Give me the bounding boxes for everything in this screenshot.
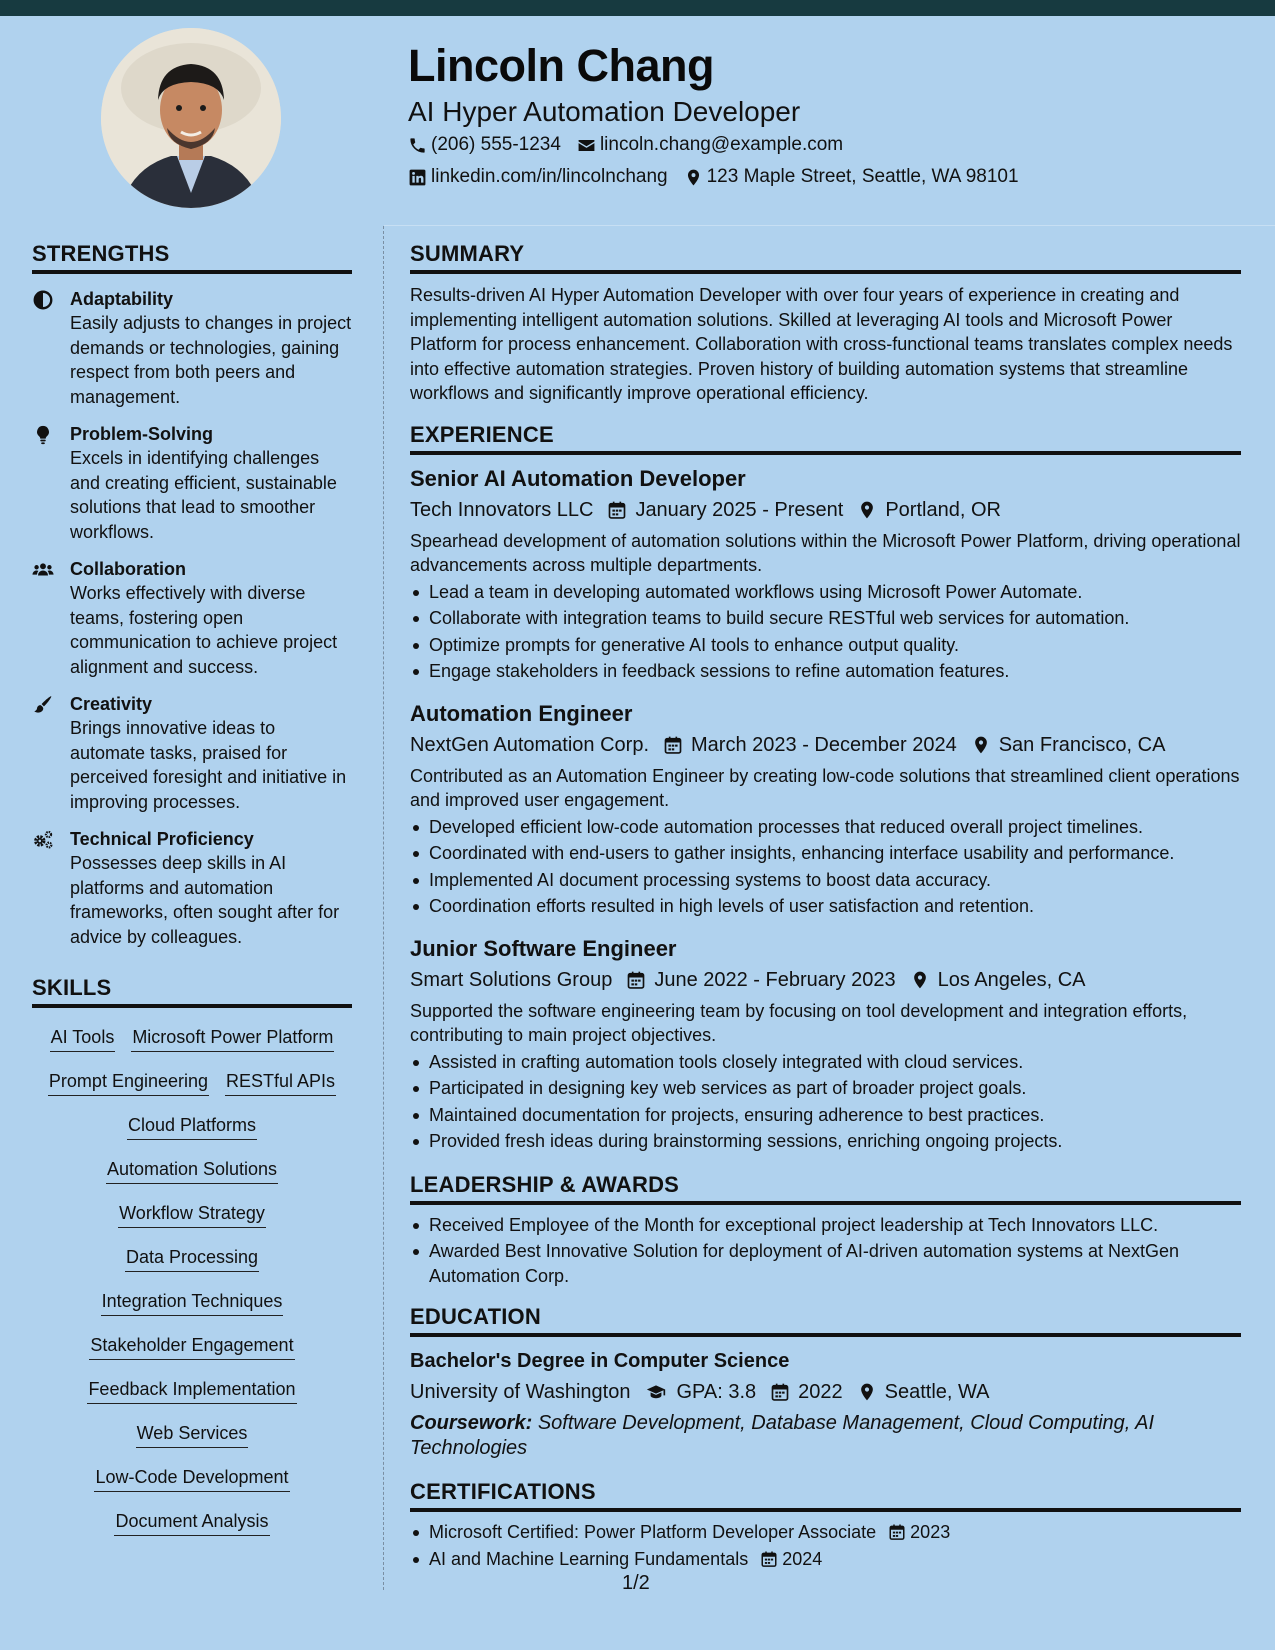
skill-tag: RESTful APIs xyxy=(225,1070,336,1096)
job-entry xyxy=(410,935,1241,1154)
paintbrush-icon xyxy=(32,694,54,716)
calendar-icon xyxy=(607,500,627,520)
strength-title: Technical Proficiency xyxy=(70,829,254,849)
job-bullets xyxy=(410,1050,1241,1154)
skill-row xyxy=(32,1510,352,1536)
job-entry xyxy=(410,465,1241,684)
skill-tag: Prompt Engineering xyxy=(48,1070,209,1096)
certification-year: 2024 xyxy=(782,1548,823,1569)
contact-row-2 xyxy=(408,166,1035,188)
location-pin-icon xyxy=(857,1382,877,1402)
coursework-label: Coursework: xyxy=(410,1412,533,1434)
job-title: Senior AI Automation Developer xyxy=(410,465,746,491)
list-item: Optimize prompts for generative AI tools to enhance output quality. xyxy=(410,633,1241,658)
calendar-icon xyxy=(888,1523,906,1541)
experience-heading: EXPERIENCE xyxy=(410,422,1241,455)
skill-tag: Data Processing xyxy=(125,1246,259,1272)
email-text[interactable]: lincoln.chang@example.com xyxy=(599,134,844,155)
skill-row xyxy=(32,1378,352,1404)
address-text: 123 Maple Street, Seattle, WA 98101 xyxy=(706,166,1019,187)
calendar-icon xyxy=(626,970,646,990)
job-title: Junior Software Engineer xyxy=(410,935,677,961)
coursework-text: Software Development, Database Management, Cloud Computing, AI Technologies xyxy=(410,1412,1155,1459)
skill-row xyxy=(32,1026,352,1052)
avatar xyxy=(101,28,281,208)
job-title: Automation Engineer xyxy=(410,700,633,726)
skills-heading: SKILLS xyxy=(32,975,352,1008)
graduation-cap-icon xyxy=(644,1382,668,1402)
header-divider xyxy=(384,225,1275,226)
skill-tag: AI Tools xyxy=(50,1026,116,1052)
education-meta xyxy=(410,1377,1241,1407)
skill-row xyxy=(32,1290,352,1316)
job-meta xyxy=(410,965,1241,995)
list-item xyxy=(410,1547,1241,1572)
list-item: Lead a team in developing automated workflows using Microsoft Power Automate. xyxy=(410,580,1241,605)
address-contact xyxy=(684,166,1019,188)
job-location: Portland, OR xyxy=(885,498,1001,521)
skill-tag: Document Analysis xyxy=(114,1510,269,1536)
strength-title: Problem-Solving xyxy=(70,424,214,444)
linkedin-contact[interactable] xyxy=(408,166,668,188)
skill-tag: Feedback Implementation xyxy=(87,1378,296,1404)
calendar-icon xyxy=(770,1382,790,1402)
graduation-year: 2022 xyxy=(798,1381,843,1403)
strength-item xyxy=(32,422,352,544)
strength-desc: Possesses deep skills in AI platforms and automation frameworks, often sought after for advice by colleagues. xyxy=(70,853,340,947)
certifications-heading: CERTIFICATIONS xyxy=(410,1479,1241,1512)
list-item: Collaborate with integration teams to build secure RESTful web services for automation. xyxy=(410,606,1241,631)
strength-title: Collaboration xyxy=(70,559,186,579)
strength-item xyxy=(32,557,352,679)
left-column xyxy=(32,241,352,1536)
education-entry xyxy=(410,1347,1241,1461)
degree-title: Bachelor's Degree in Computer Science xyxy=(410,1350,790,1372)
skill-tag: Web Services xyxy=(136,1422,249,1448)
location-pin-icon xyxy=(910,970,930,990)
list-item xyxy=(410,1520,1241,1545)
strengths-heading: STRENGTHS xyxy=(32,241,352,274)
candidate-title: AI Hyper Automation Developer xyxy=(408,96,801,127)
envelope-icon xyxy=(577,136,596,155)
skill-tag: Automation Solutions xyxy=(106,1158,278,1184)
skill-row xyxy=(32,1202,352,1228)
email-contact[interactable] xyxy=(577,134,843,156)
skill-tag: Stakeholder Engagement xyxy=(89,1334,294,1360)
skill-tag: Cloud Platforms xyxy=(127,1114,257,1140)
strength-desc: Excels in identifying challenges and creating efficient, sustainable solutions that lead to smoother workflows. xyxy=(70,448,337,542)
strength-item xyxy=(32,827,352,949)
skill-row xyxy=(32,1070,352,1096)
list-item: Implemented AI document processing systems to boost data accuracy. xyxy=(410,868,1241,893)
gpa-text: GPA: 3.8 xyxy=(676,1381,757,1403)
list-item: Developed efficient low-code automation processes that reduced overall project timelines. xyxy=(410,815,1241,840)
skill-row xyxy=(32,1246,352,1272)
skill-tag: Workflow Strategy xyxy=(118,1202,266,1228)
school-name: University of Washington xyxy=(410,1381,631,1403)
strength-desc: Easily adjusts to changes in project demands or technologies, gaining respect from both peers and management. xyxy=(70,313,352,407)
list-item: Engage stakeholders in feedback sessions to refine automation features. xyxy=(410,659,1241,684)
linkedin-icon xyxy=(408,168,427,187)
strength-item xyxy=(32,692,352,814)
coursework xyxy=(410,1411,1241,1461)
skill-row xyxy=(32,1158,352,1184)
strength-desc: Works effectively with diverse teams, fostering open communication to achieve project alignment and success. xyxy=(70,583,338,677)
users-icon xyxy=(32,559,54,581)
job-description: Supported the software engineering team by focusing on tool development and integration efforts, contributing to main project objectives. xyxy=(410,1000,1188,1045)
column-divider xyxy=(383,226,384,1590)
certification-year: 2023 xyxy=(910,1522,951,1542)
job-meta xyxy=(410,730,1241,760)
strength-title: Creativity xyxy=(70,694,153,714)
job-location: Los Angeles, CA xyxy=(937,968,1086,991)
job-dates: March 2023 - December 2024 xyxy=(691,733,957,756)
job-location: San Francisco, CA xyxy=(998,733,1166,756)
profile-photo xyxy=(101,28,281,208)
skill-tag: Microsoft Power Platform xyxy=(131,1026,334,1052)
job-company: Tech Innovators LLC xyxy=(410,498,594,521)
strength-item xyxy=(32,287,352,409)
job-meta xyxy=(410,495,1241,525)
top-bar xyxy=(0,0,1275,16)
location-pin-icon xyxy=(857,500,877,520)
location-pin-icon xyxy=(684,168,703,187)
skill-row xyxy=(32,1114,352,1140)
page-number: 1/2 xyxy=(622,1572,650,1594)
job-description: Contributed as an Automation Engineer by creating low-code solutions that streamlined client operations and improved user engagement. xyxy=(410,765,1240,810)
candidate-name: Lincoln Chang xyxy=(408,40,714,91)
list-item: Coordinated with end-users to gather insights, enhancing interface usability and performance. xyxy=(410,841,1241,866)
contrast-icon xyxy=(32,289,54,311)
job-entry xyxy=(410,700,1241,919)
list-item: Participated in designing key web services as part of broader project goals. xyxy=(410,1076,1241,1101)
strength-title: Adaptability xyxy=(70,289,174,309)
list-item: Provided fresh ideas during brainstorming sessions, enriching ongoing projects. xyxy=(410,1129,1241,1154)
right-column xyxy=(410,241,1241,1571)
calendar-icon xyxy=(663,735,683,755)
school-location: Seattle, WA xyxy=(884,1381,990,1403)
list-item: Assisted in crafting automation tools closely integrated with cloud services. xyxy=(410,1050,1241,1075)
phone-text: (206) 555-1234 xyxy=(431,134,561,155)
certification-name: AI and Machine Learning Fundamentals xyxy=(429,1548,749,1569)
skill-tag: Low-Code Development xyxy=(94,1466,289,1492)
lightbulb-icon xyxy=(32,424,54,446)
list-item: Awarded Best Innovative Solution for deployment of AI-driven automation systems at NextGen Automation Corp. xyxy=(410,1239,1241,1288)
skill-row xyxy=(32,1466,352,1492)
list-item: Maintained documentation for projects, ensuring adherence to best practices. xyxy=(410,1103,1241,1128)
leadership-list xyxy=(410,1213,1241,1289)
job-company: Smart Solutions Group xyxy=(410,968,613,991)
phone-icon xyxy=(408,136,427,155)
skill-row xyxy=(32,1334,352,1360)
phone-contact xyxy=(408,134,561,156)
certification-name: Microsoft Certified: Power Platform Developer Associate xyxy=(429,1522,877,1542)
list-item: Received Employee of the Month for exceptional project leadership at Tech Innovators LLC. xyxy=(410,1213,1241,1238)
contact-row xyxy=(408,134,859,156)
job-bullets xyxy=(410,580,1241,684)
job-bullets xyxy=(410,815,1241,919)
job-company: NextGen Automation Corp. xyxy=(410,733,650,756)
location-pin-icon xyxy=(971,735,991,755)
gears-icon xyxy=(32,829,54,851)
certifications-list xyxy=(410,1520,1241,1571)
job-dates: June 2022 - February 2023 xyxy=(654,968,896,991)
summary-text: Results-driven AI Hyper Automation Developer with over four years of experience in creating and implementing intelligent automation solutions. Skilled at leveraging AI tools and Microsoft Power Platform for process enhancement. Collaboration with cross-functional teams translates complex needs into effective automation strategies. Proven history of building automation systems that streamline workflows and significantly improve operational efficiency. xyxy=(410,285,1233,403)
education-heading: EDUCATION xyxy=(410,1304,1241,1337)
list-item: Coordination efforts resulted in high levels of user satisfaction and retention. xyxy=(410,894,1241,919)
skill-row xyxy=(32,1422,352,1448)
skill-tag: Integration Techniques xyxy=(101,1290,284,1316)
calendar-icon xyxy=(760,1550,778,1568)
leadership-heading: LEADERSHIP & AWARDS xyxy=(410,1172,1241,1205)
job-description: Spearhead development of automation solutions within the Microsoft Power Platform, driving operational advancements across multiple departments. xyxy=(410,530,1241,575)
job-dates: January 2025 - Present xyxy=(635,498,844,521)
linkedin-text[interactable]: linkedin.com/in/lincolnchang xyxy=(431,166,668,187)
summary-heading: SUMMARY xyxy=(410,241,1241,274)
strength-desc: Brings innovative ideas to automate tasks, praised for perceived foresight and initiative in improving processes. xyxy=(70,718,347,812)
